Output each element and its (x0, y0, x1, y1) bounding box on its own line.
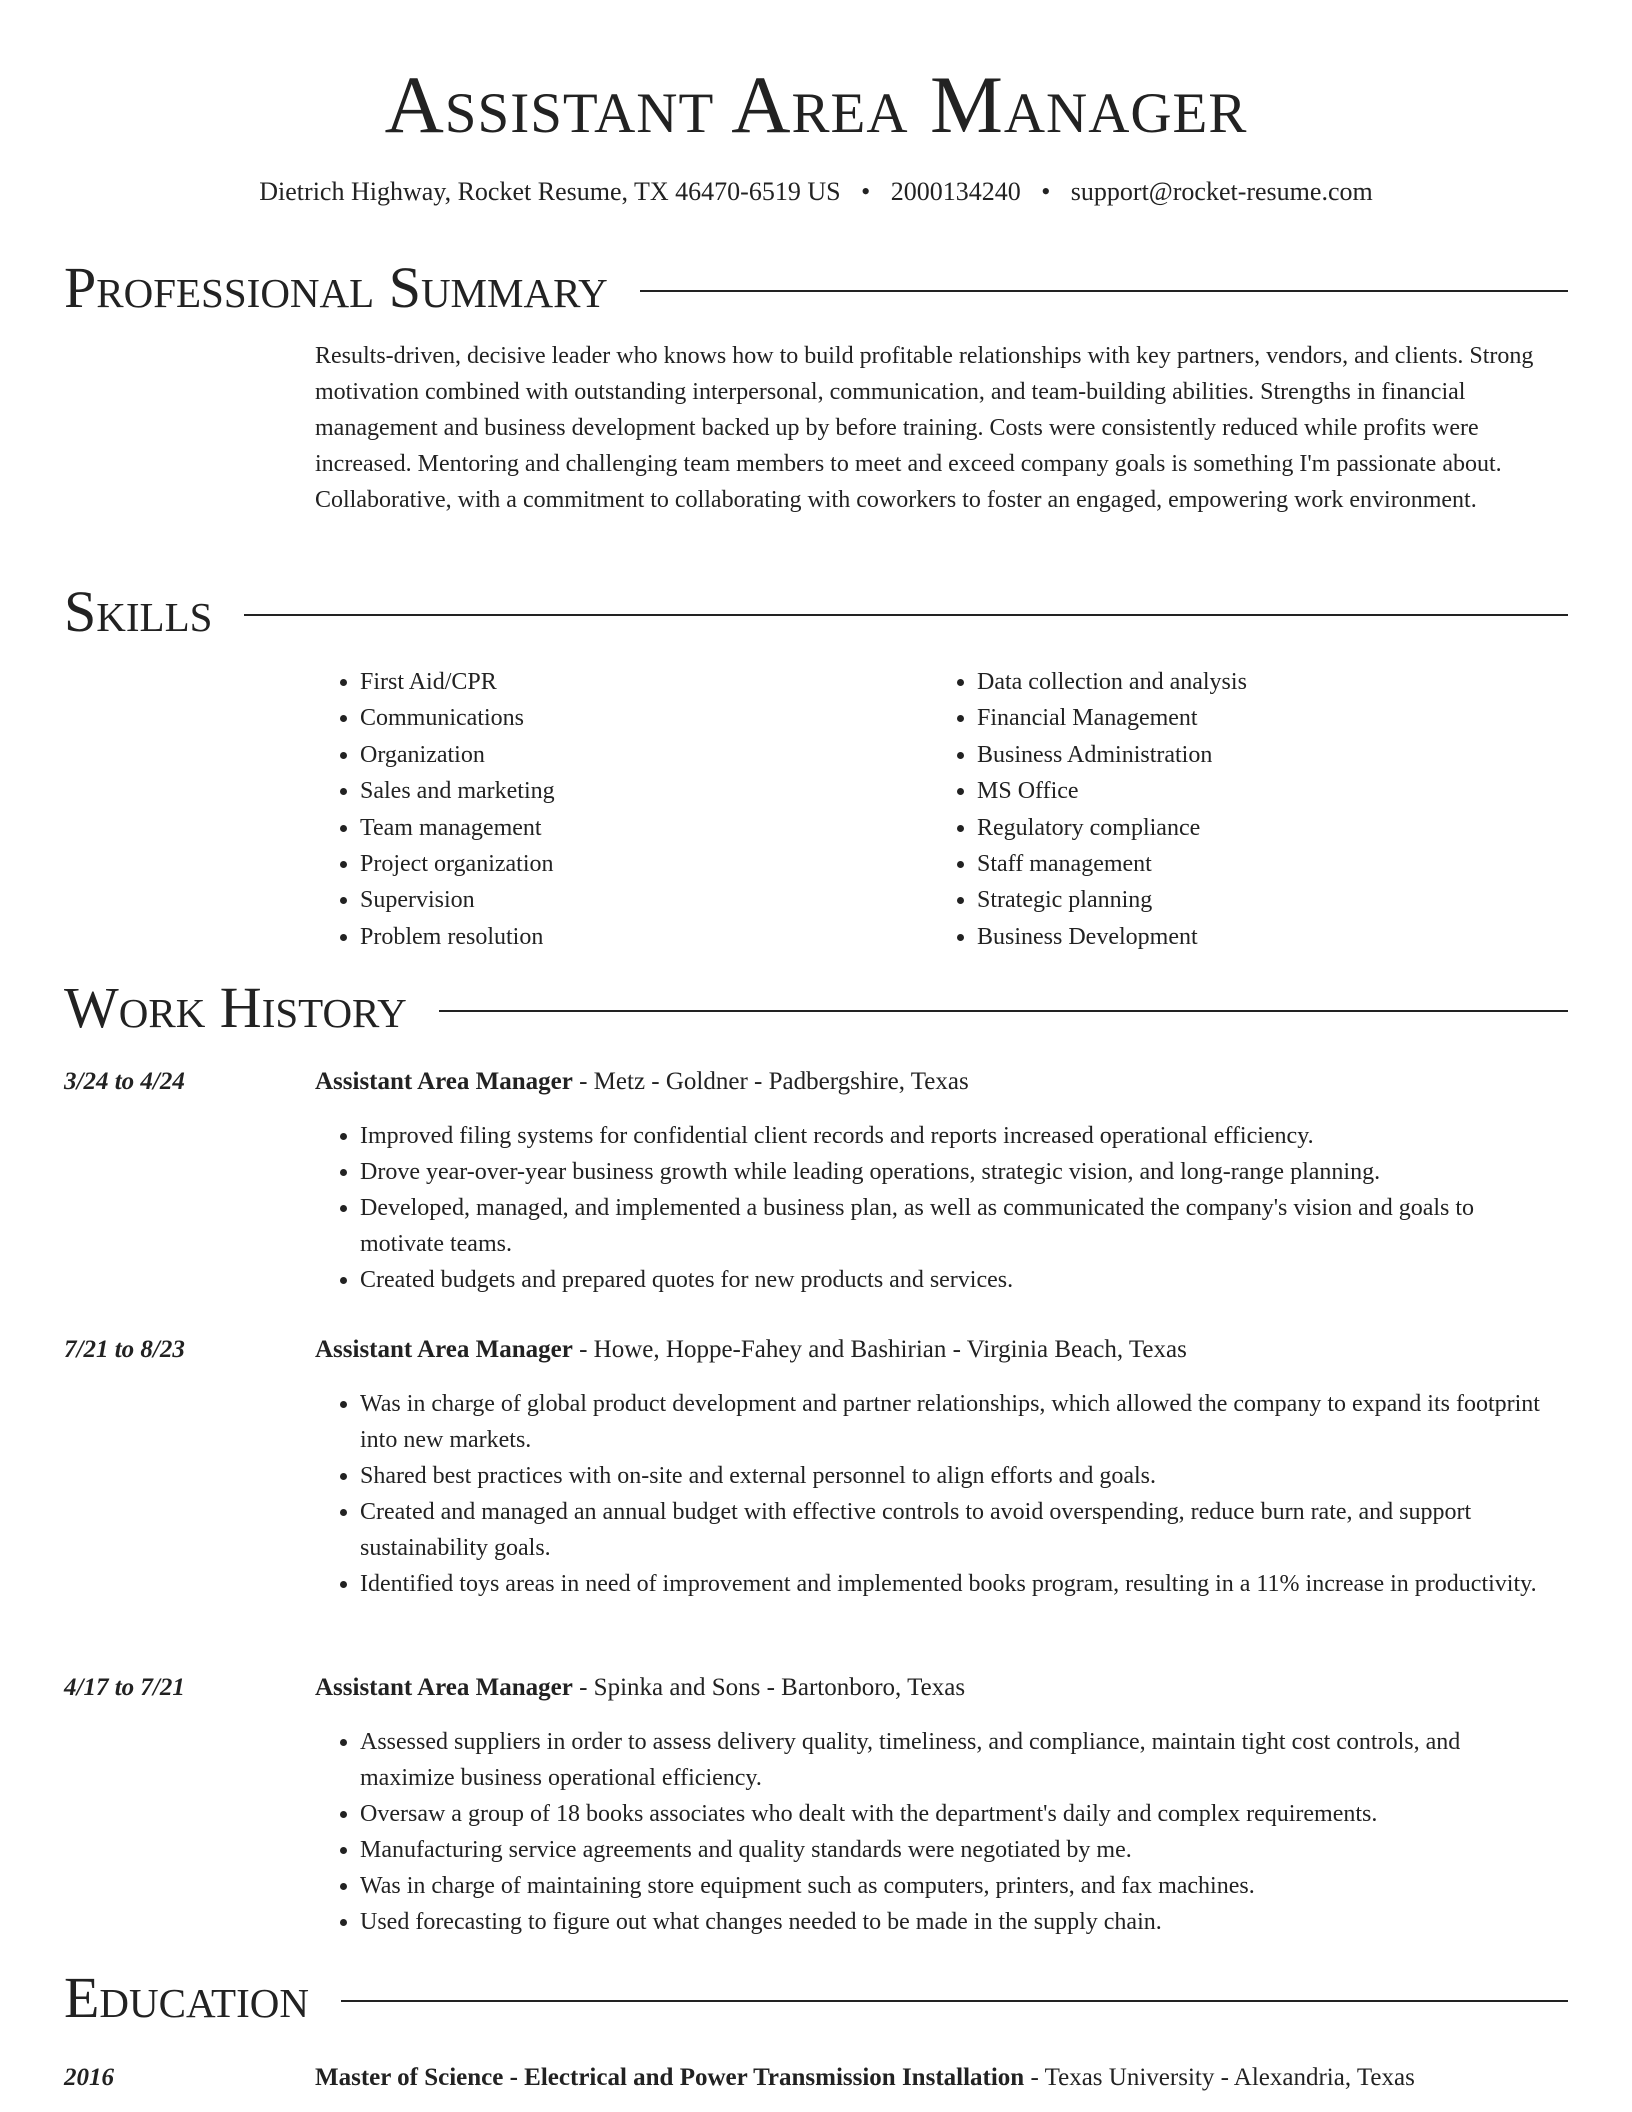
skill-item: • Problem resolution (360, 919, 932, 955)
job-bullet: • Oversaw a group of 18 books associates who dealt with the department's daily and complex requirements. (360, 1796, 1570, 1832)
skill-item: • Team management (360, 810, 932, 846)
skills-column-left (315, 664, 932, 955)
job-bullet: • Improved filing systems for confidential client records and reports increased operational efficiency. (360, 1118, 1570, 1154)
job-bullet: • Developed, managed, and implemented a business plan, as well as communicated the company's vision and goals to motivate teams. (360, 1190, 1570, 1262)
job-bullet: • Identified toys areas in need of improvement and implemented books program, resulting in a 11% increase in productivity. (360, 1566, 1570, 1602)
job-title-line (315, 1064, 969, 1100)
section-divider (439, 1010, 1568, 1012)
work-section-header (64, 976, 1568, 1040)
resume-name: Assistant Area Manager (384, 59, 1248, 150)
job-bullet: • Created budgets and prepared quotes for new products and services. (360, 1262, 1570, 1298)
skill-item: • Organization (360, 737, 932, 773)
skill-item: • Data collection and analysis (977, 664, 1549, 700)
education-school: - Texas University - Alexandria, Texas (1024, 2064, 1415, 2091)
job-bullet: • Was in charge of global product development and partner relationships, which allowed the company to expand its footprint into new markets. (360, 1386, 1570, 1458)
job-bullet: • Created and managed an annual budget with effective controls to avoid overspending, reduce burn rate, and support sustainability goals. (360, 1494, 1570, 1566)
job-dates: 4/17 to 7/21 (64, 1674, 185, 1701)
skill-item: • First Aid/CPR (360, 664, 932, 700)
skill-item: • Strategic planning (977, 882, 1549, 918)
education-section-title: Education (64, 1965, 309, 2030)
job-company: - Spinka and Sons - Bartonboro, Texas (572, 1674, 966, 1701)
skill-item: • Sales and marketing (360, 773, 932, 809)
education-year: 2016 (64, 2064, 114, 2091)
contact-address: Dietrich Highway, Rocket Resume, TX 46470-6519 US (259, 177, 841, 206)
job-company: - Howe, Hoppe-Fahey and Bashirian - Virginia Beach, Texas (572, 1336, 1187, 1363)
work-section-title: Work History (64, 975, 407, 1040)
section-divider (640, 290, 1568, 292)
section-divider (341, 2000, 1568, 2002)
skills-list (315, 664, 1570, 955)
job-bullet: • Manufacturing service agreements and quality standards were negotiated by me. (360, 1832, 1570, 1868)
skill-item: • Staff management (977, 846, 1549, 882)
job-role: Assistant Area Manager (315, 1068, 573, 1095)
job-bullet-list (315, 1118, 1570, 1298)
job-title-line (315, 1670, 965, 1706)
job-dates: 3/24 to 4/24 (64, 1068, 185, 1095)
job-title-line (315, 1332, 1187, 1368)
skill-item: • Communications (360, 700, 932, 736)
section-divider (244, 614, 1568, 616)
summary-section-title: Professional Summary (64, 255, 608, 320)
education-line (315, 2060, 1415, 2096)
education-section-header (64, 1966, 1568, 2030)
skill-item: • Regulatory compliance (977, 810, 1549, 846)
skills-column-right (932, 664, 1549, 955)
contact-separator: • (861, 177, 871, 206)
job-bullet: • Was in charge of maintaining store equipment such as computers, printers, and fax machines. (360, 1868, 1570, 1904)
skills-section-title: Skills (64, 579, 213, 644)
skill-item: • Supervision (360, 882, 932, 918)
job-company: - Metz - Goldner - Padbergshire, Texas (572, 1068, 969, 1095)
summary-section-header (64, 256, 1568, 320)
job-bullet-list (315, 1724, 1570, 1940)
summary-text: Results-driven, decisive leader who knows how to build profitable relationships with key partners, vendors, and clients. Strong motivation combined with outstanding interpersonal, communication, and team-building abilities. Strengths in financial management and business development backed up by before training. Costs were consistently reduced while profits were increased. Mentoring and challenging team members to meet and exceed company goals is something I'm passionate about. Collaborative, with a commitment to collaborating with coworkers to foster an engaged, empowering work environment. (315, 343, 1534, 513)
skill-item: • Business Administration (977, 737, 1549, 773)
job-bullet: • Used forecasting to figure out what changes needed to be made in the supply chain. (360, 1904, 1570, 1940)
skill-item: • Business Development (977, 919, 1549, 955)
job-bullet: • Shared best practices with on-site and external personnel to align efforts and goals. (360, 1458, 1570, 1494)
contact-line (0, 176, 1632, 208)
skill-item: • Project organization (360, 846, 932, 882)
skill-item: • MS Office (977, 773, 1549, 809)
job-bullet: • Drove year-over-year business growth while leading operations, strategic vision, and long-range planning. (360, 1154, 1570, 1190)
contact-email: support@rocket-resume.com (1070, 177, 1373, 206)
job-role: Assistant Area Manager (315, 1336, 573, 1363)
job-bullet: • Assessed suppliers in order to assess delivery quality, timeliness, and compliance, maintain tight cost controls, and maximize business operational efficiency. (360, 1724, 1570, 1796)
contact-phone: 2000134240 (890, 177, 1021, 206)
contact-separator: • (1041, 177, 1051, 206)
job-role: Assistant Area Manager (315, 1674, 573, 1701)
job-dates: 7/21 to 8/23 (64, 1336, 185, 1363)
job-bullet-list (315, 1386, 1570, 1602)
skill-item: • Financial Management (977, 700, 1549, 736)
skills-section-header (64, 580, 1568, 644)
education-degree: Master of Science - Electrical and Power Transmission Installation (315, 2064, 1025, 2091)
